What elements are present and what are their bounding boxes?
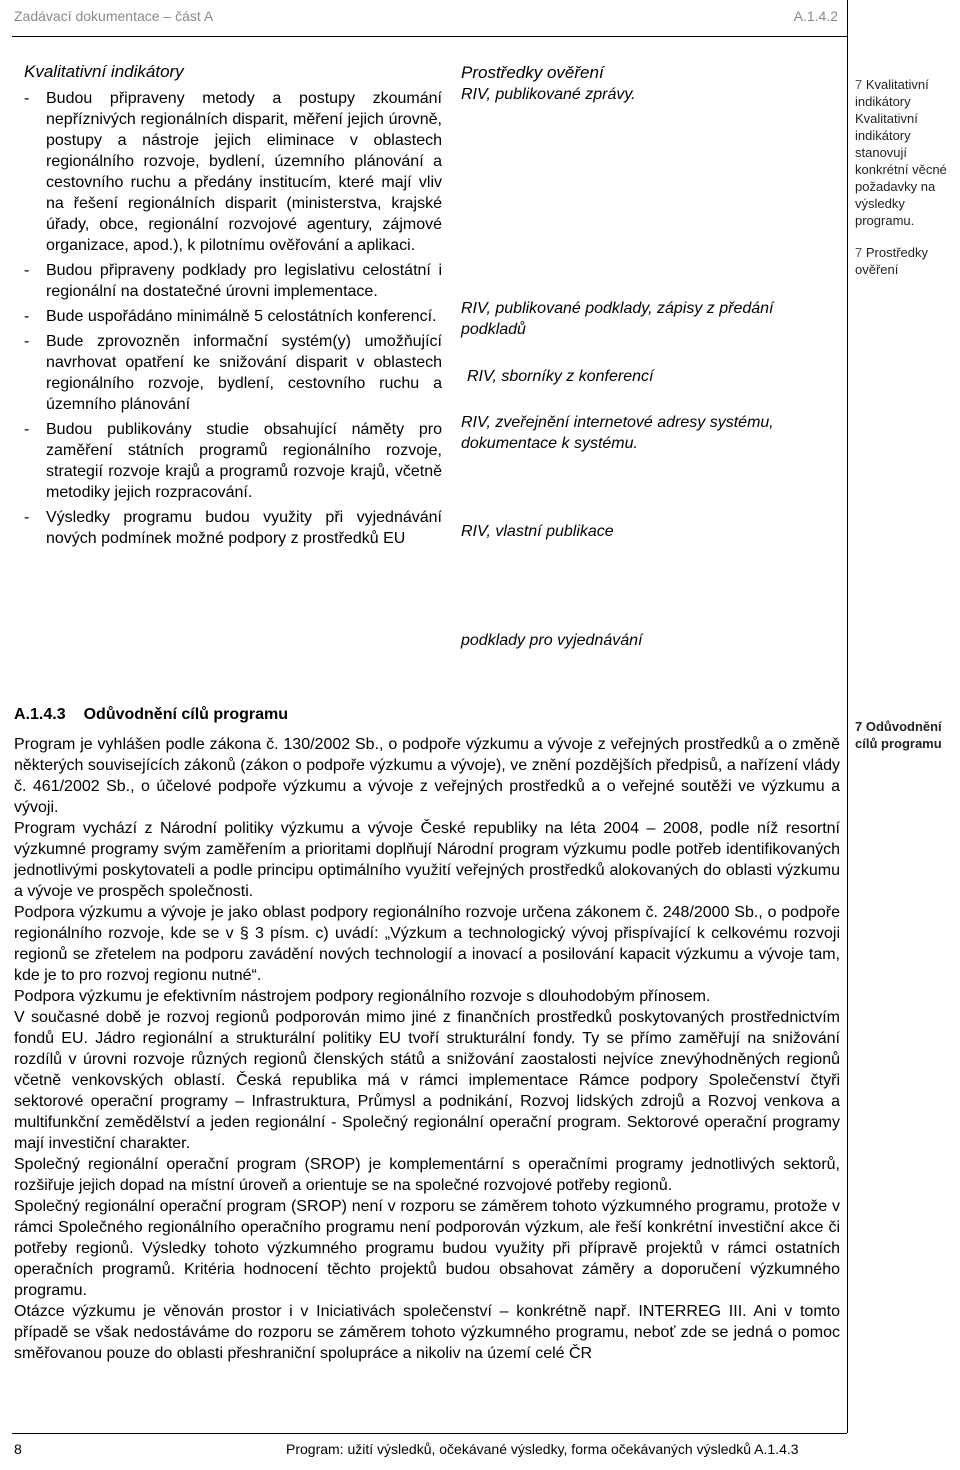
body-paragraph: Program vychází z Národní politiky výzkumu a vývoje České republiky na léta 2004 – 2008, podle níž resortní výzkumné programy svým zaměřením a prioritami doplňují Národní program výzkumu podle potřeb identifikovaných jednotlivými poskytovateli a podle principu optimálního využití veřejných prostředků alokovaných do oblasti výzkumu a vývoje ve prospěch společnosti. (14, 820, 840, 900)
body-paragraph: Společný regionální operační program (SROP) je komplementární s operačními programy jednotlivých sektorů, rozšiřuje jejich dopad na místní úroveň a orientuje se na společné rozvojové potřeby regionů. (14, 1156, 840, 1194)
header-document-title: Zadávací dokumentace – část A (14, 8, 214, 24)
indicator-text: Výsledky programu budou využity při vyjednávání nových podmínek možné podpory z prostředků EU (46, 509, 442, 547)
indicators-title: Kvalitativní indikátory (24, 62, 184, 81)
footer-divider (12, 1433, 847, 1434)
indicator-item: - Budou publikovány studie obsahující náměty pro zaměření státních programů regionálního rozvoje, strategií rozvoje krajů a programů rozvoje krajů, včetně metodiky jejich rozpracování. (24, 421, 442, 501)
margin-note-verification (855, 244, 958, 278)
indicator-text: Budou připraveny metody a postupy zkoumání nepříznivých regionálních disparit, měření jejich úrovně, postupy a nástroje jejich eliminace v oblastech regionálního rozvoje, bydlení, územního plánování a cestovního ruchu a předány institucím, které mají vliv na řešení regionálních disparit (ministerstva, krajské úřady, obce, regionální rozvojové agentury, zájmové organizace, apod.), k pilotnímu ověřování a aplikaci. (46, 90, 442, 254)
page-number: 8 (14, 1441, 22, 1457)
margin-note-number: 7 (855, 245, 863, 260)
body-paragraph: Společný regionální operační program (SROP) není v rozporu se záměrem tohoto výzkumného programu, protože v rámci Společného regionálního operačního programu není podporován výzkum, ale řeší konkrétní investiční akce či potřeby regionů. Výsledky tohoto výzkumného programu budou využity při přípravě projektů v rámci ostatních operačních programů. Kritéria hodnocení těchto projektů budou obsahovat záměry a doporučení výzkumného programu. (14, 1198, 840, 1299)
verification-title: Prostředky ověření (461, 63, 604, 82)
margin-note-title: Kvalitativní indikátory (855, 77, 929, 109)
margin-note-title: Prostředky ověření (855, 245, 928, 277)
margin-divider (847, 0, 848, 1433)
indicator-item: - Výsledky programu budou využity při vyjednávání nových podmínek možné podpory z prostředků EU (24, 509, 442, 547)
indicator-text: Budou publikovány studie obsahující náměty pro zaměření státních programů regionálního rozvoje, strategií rozvoje krajů a programů rozvoje krajů, včetně metodiky jejich rozpracování. (46, 421, 442, 501)
body-paragraph: Otázce výzkumu je věnován prostor i v Iniciativách společenství – konkrétně např. INTERREG III. Ani v tomto případě se však nedostáváme do rozporu se záměrem tohoto výzkumného programu, neboť zde se jedná o pomoc směřovanou pouze do oblasti přeshraniční spolupráce a nikoliv na území celé ČR (14, 1303, 840, 1362)
footer-text: Program: užití výsledků, očekávané výsledky, forma očekávaných výsledků A.1.4.3 (286, 1441, 799, 1457)
body-paragraph: Podpora výzkumu je efektivním nástrojem podpory regionálního rozvoje s dlouhodobým přínosem. (14, 988, 711, 1005)
verification-item: RIV, zveřejnění internetové adresy systému, dokumentace k systému. (461, 414, 774, 452)
indicator-item: - Bude uspořádáno minimálně 5 celostátních konferencí. (24, 308, 437, 325)
margin-note-indicators (855, 76, 958, 229)
indicator-item: - Budou připraveny podklady pro legislativu celostátní i regionální na dostatečné úrovni implementace. (24, 262, 442, 300)
margin-note-justification: 7 Odůvodnění cílů programu (855, 719, 942, 751)
margin-note-text: Kvalitativní indikátory stanovují konkrétní věcné požadavky na výsledky programu. (855, 111, 947, 228)
verification-item: RIV, publikované podklady, zápisy z předání podkladů (461, 300, 774, 338)
section-number: A.1.4.3 (14, 706, 66, 723)
indicator-text: Budou připraveny podklady pro legislativu celostátní i regionální na dostatečné úrovni implementace. (46, 262, 442, 300)
verification-item: RIV, sborníky z konferencí (467, 368, 654, 385)
body-paragraph: Program je vyhlášen podle zákona č. 130/2002 Sb., o podpoře výzkumu a vývoje z veřejných prostředků a o změně některých souvisejících zákonů (zákon o podpoře výzkumu a vývoje), ve znění pozdějších předpisů, a nařízení vlády č. 461/2002 Sb., o účelové podpoře výzkumu a vývoje z veřejných prostředků a o veřejné soutěži ve výzkumu a vývoji. (14, 736, 840, 816)
header-divider (12, 36, 847, 37)
verification-item: podklady pro vyjednávání (461, 632, 643, 649)
header-section-code: A.1.4.2 (793, 8, 838, 24)
indicator-item: - Bude zprovozněn informační systém(y) umožňující navrhovat opatření ke snižování disparit v oblastech regionálního rozvoje, bydlení, cestovního ruchu a územního plánování (24, 333, 442, 413)
indicators-column (24, 62, 442, 553)
verification-item: RIV, publikované zprávy. (461, 86, 636, 103)
margin-note-number: 7 (855, 77, 863, 92)
section-heading (14, 706, 288, 724)
body-paragraph: V současné době je rozvoj regionů podporován mimo jiné z finančních prostředků poskytovaných prostřednictvím fondů EU. Jádro regionální a strukturální politiky EU tvoří strukturální fondy. Ty se přímo zaměřují na snižování rozdílů v úrovni rozvoje různých regionů členských států a snižování zaostalosti nejvíce znevýhodněných regionů včetně venkovských oblastí. Česká republika má v rámci implementace Rámce podpory Společenství čtyři sektorové operační programy – Infrastruktura, Průmysl a podnikání, Rozvoj lidských zdrojů a Rozvoj venkova a multifunkční zemědělství a jeden regionální - Společný regionální operační program. Sektorové operační programy mají investiční charakter. (14, 1009, 840, 1152)
indicator-item: - Budou připraveny metody a postupy zkoumání nepříznivých regionálních disparit, měření jejich úrovně, postupy a nástroje jejich eliminace v oblastech regionálního rozvoje, bydlení, územního plánování a cestovního ruchu a předány institucím, které mají vliv na řešení regionálních disparit (ministerstva, krajské úřady, obce, regionální rozvojové agentury, zájmové organizace, apod.), k pilotnímu ověřování a aplikaci. (24, 90, 442, 254)
verification-item: RIV, vlastní publikace (461, 523, 614, 540)
indicator-text: Bude zprovozněn informační systém(y) umožňující navrhovat opatření ke snižování disparit v oblastech regionálního rozvoje, bydlení, cestovního ruchu a územního plánování (46, 333, 442, 413)
indicator-text: Bude uspořádáno minimálně 5 celostátních konferencí. (46, 308, 437, 325)
body-paragraph: Podpora výzkumu a vývoje je jako oblast podpory regionálního rozvoje určena zákonem č. 248/2000 Sb., o podpoře regionálního rozvoje, kde se v § 3 písm. c) uvádí: „Výzkum a technologický vývoj přispívající k celkovému rozvoji regionů se zřetelem na podporu zavádění nových technologií a inovací a posilování kapacit výzkumu a vývoje tam, kde je to pro rozvoj regionu nutné“. (14, 904, 840, 984)
section-body (14, 734, 840, 1364)
section-title: Odůvodnění cílů programu (83, 706, 289, 723)
